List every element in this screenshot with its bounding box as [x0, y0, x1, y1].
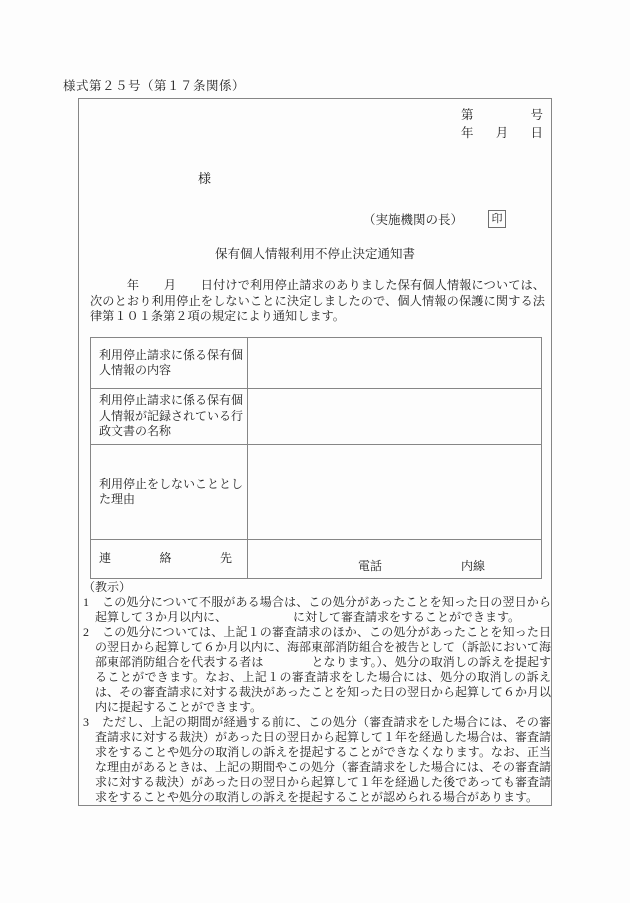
document-title: 保有個人情報利用不停止決定通知書	[214, 247, 415, 261]
date-year-label: 年	[461, 126, 474, 140]
date-month-label: 月	[495, 126, 509, 140]
notice-item-text: この処分については、上記１の審査請求のほか、この処分があったことを知った日の翌日から起算して６か月以内に、海部東部消防組合を被告として（訴訟において海部東部消防組合を代表する者は となります。）、処分の取消しの訴えを提起することができます。なお、上記１の審査請求をした場合には、処分の取消しの訴えは、その審査請求に対する裁決があったことを知った日の翌日から起算して６か月以内に提起することができます。	[95, 625, 552, 714]
body-paragraph: 年 月 日付けで利用停止請求のありました保有個人情報については、次のとおり利用停止をしないことに決定しましたので、個人情報の保護に関する法律第１０１条第２項の規定により通知します。	[90, 278, 545, 323]
addressee-suffix: 様	[198, 171, 212, 186]
seal-stamp-box: 印	[488, 210, 506, 228]
row-value-reason	[248, 445, 542, 540]
doc-date-line	[461, 124, 543, 142]
extension-label: 内線	[461, 558, 486, 573]
row-label-admin-document-name: 利用停止請求に係る保有個人情報が記録されている行政文書の名称	[91, 389, 248, 445]
table-row	[91, 540, 542, 579]
phone-label: 電話	[358, 558, 383, 573]
notice-item-number: 3	[83, 715, 89, 729]
row-value-admin-document-name	[248, 389, 542, 445]
notice-item	[83, 715, 551, 805]
row-value-personal-info-content	[248, 338, 542, 389]
row-label-contact	[91, 540, 248, 579]
notice-section	[83, 580, 551, 805]
form-number-label: 様式第２５号（第１７条関係）	[63, 79, 246, 93]
notice-item-text: この処分について不服がある場合は、この処分があったことを知った日の翌日から起算して３か月以内に、 に対して審査請求をすることができます。	[95, 595, 551, 624]
notice-item	[83, 595, 551, 625]
table-row	[91, 445, 542, 540]
form-border-box	[78, 98, 552, 806]
notice-heading: （教示）	[83, 580, 132, 594]
contact-label: 連 絡 先	[99, 551, 232, 566]
doc-number-suffix: 号	[530, 108, 543, 122]
notice-item-text: ただし、上記の期間が経過する前に、この処分（審査請求をした場合には、その審査請求に対する裁決）があった日の翌日から起算して１年を経過した場合は、審査請求をすることや処分の取消しの訴えを提起することができなくなります。なお、正当な理由があるときは、上記の期間やこの処分（審査請求をした場合には、その審査請求に対する裁決）があった日の翌日から起算して１年を経過した後であっても審査請求をすることや処分の取消しの訴えを提起することが認められる場合があります。	[95, 715, 552, 804]
doc-number-block	[461, 106, 543, 142]
issuer-label: （実施機関の長）	[363, 213, 464, 227]
table-row	[91, 389, 542, 445]
doc-number-line	[461, 106, 543, 124]
date-day-label: 日	[530, 126, 543, 140]
notice-item	[83, 625, 551, 715]
doc-number-prefix: 第	[461, 108, 474, 122]
row-value-contact	[248, 540, 542, 579]
row-label-reason: 利用停止をしないこととした理由	[91, 445, 248, 540]
notice-item-number: 2	[83, 625, 89, 639]
table-row	[91, 338, 542, 389]
notice-item-number: 1	[83, 595, 89, 609]
row-label-personal-info-content: 利用停止請求に係る保有個人情報の内容	[91, 338, 248, 389]
form-table	[90, 337, 542, 579]
issuer-row	[363, 210, 506, 228]
